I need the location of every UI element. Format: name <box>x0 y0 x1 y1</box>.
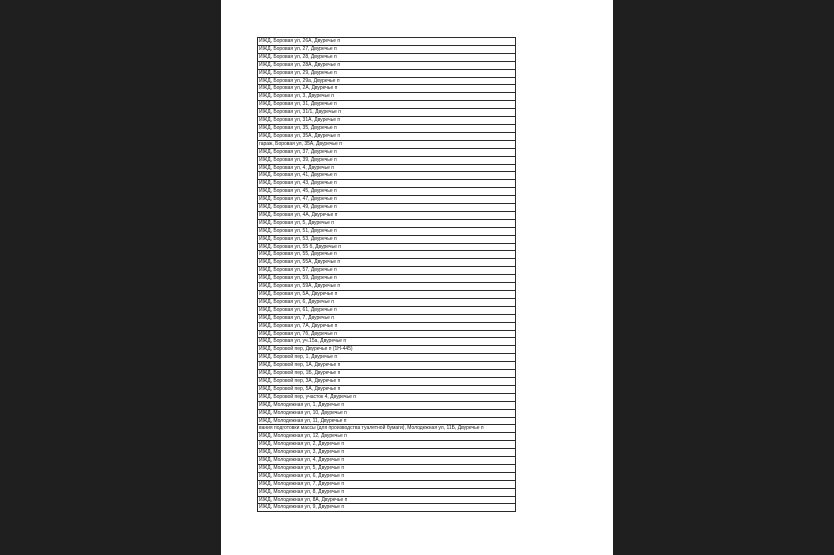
address-cell: ИЖД, Молодежная ул, 12, Двуречье п <box>258 433 516 441</box>
table-row <box>258 441 516 449</box>
table-row <box>258 472 516 480</box>
table-row <box>258 370 516 378</box>
address-cell: ИЖД, Боровая ул, 41, Двуречье п <box>258 172 516 180</box>
table-row <box>258 346 516 354</box>
address-cell: ИЖД, Боровой пер, 1А, Двуречье п <box>258 362 516 370</box>
table-row <box>258 77 516 85</box>
table-row <box>258 385 516 393</box>
table-row <box>258 425 516 433</box>
table-row <box>258 401 516 409</box>
address-cell: ИЖД, Боровая ул, 53, Двуречье п <box>258 235 516 243</box>
address-cell: ИЖД, Боровой пер, 1Б, Двуречье п <box>258 370 516 378</box>
table-row <box>258 496 516 504</box>
address-cell: ИЖД, Боровая ул, 37, Двуречье п <box>258 148 516 156</box>
table-row <box>258 93 516 101</box>
table-row <box>258 417 516 425</box>
table-row <box>258 156 516 164</box>
table-row <box>258 45 516 53</box>
table-row <box>258 132 516 140</box>
address-cell: ИЖД, Боровая ул, 55 б, Двуречье п <box>258 243 516 251</box>
address-cell: ИЖД, Боровая ул, 43, Двуречье п <box>258 180 516 188</box>
address-cell: ИЖД, Боровая ул, 35А, Двуречье п <box>258 132 516 140</box>
address-cell: ИЖД, Боровая ул, 28А, Двуречье п <box>258 61 516 69</box>
table-row <box>258 211 516 219</box>
table-row <box>258 164 516 172</box>
document-page <box>221 0 613 555</box>
table-row <box>258 362 516 370</box>
table-row <box>258 251 516 259</box>
table-row <box>258 306 516 314</box>
table-row <box>258 283 516 291</box>
address-cell: ИЖД, Боровая ул, 55, Двуречье п <box>258 251 516 259</box>
table-row <box>258 148 516 156</box>
table-row <box>258 101 516 109</box>
address-cell: ИЖД, Боровая ул, 39, Двуречье п <box>258 156 516 164</box>
table-row <box>258 69 516 77</box>
table-row <box>258 338 516 346</box>
address-cell: ИЖД, Боровой пер, 5А, Двуречье п <box>258 385 516 393</box>
table-row <box>258 298 516 306</box>
table-row <box>258 433 516 441</box>
table-row <box>258 464 516 472</box>
table-row <box>258 188 516 196</box>
address-cell: ИЖД, Боровая ул, 5, Двуречье п <box>258 219 516 227</box>
address-cell: ИЖД, Боровая ул, 35, Двуречье п <box>258 124 516 132</box>
table-row <box>258 172 516 180</box>
table-row <box>258 275 516 283</box>
address-cell: ИЖД, Молодежная ул, 10, Двуречье п <box>258 409 516 417</box>
address-cell: ИЖД, Молодежная ул, 5, Двуречье п <box>258 464 516 472</box>
table-row <box>258 227 516 235</box>
address-cell: ИЖД, Боровая ул, 28, Двуречье п <box>258 53 516 61</box>
table-row <box>258 243 516 251</box>
address-cell: ИЖД, Боровая ул, 4А, Двуречье п <box>258 211 516 219</box>
table-row <box>258 377 516 385</box>
address-cell: ИЖД, Боровая ул, 59А, Двуречье п <box>258 283 516 291</box>
address-cell: ИЖД, Боровая ул, 51, Двуречье п <box>258 227 516 235</box>
address-cell: гараж, Боровая ул, 35А, Двуречье п <box>258 140 516 148</box>
address-cell: ИЖД, Боровой пер, Двуречье п (1Н-445) <box>258 346 516 354</box>
address-cell: ИЖД, Боровая ул, 5А, Двуречье п <box>258 291 516 299</box>
address-cell: ИЖД, Молодежная ул, 4, Двуречье п <box>258 457 516 465</box>
address-cell: ИЖД, Боровой пер, участок 4, Двуречье п <box>258 393 516 401</box>
address-cell: ИЖД, Боровая ул, 4, Двуречье п <box>258 164 516 172</box>
table-row <box>258 354 516 362</box>
table-row <box>258 53 516 61</box>
address-cell: ИЖД, Боровая ул, 31/1, Двуречье п <box>258 109 516 117</box>
table-row <box>258 235 516 243</box>
table-row <box>258 267 516 275</box>
table-row <box>258 504 516 512</box>
address-cell: ИЖД, Боровая ул, 7б, Двуречье п <box>258 330 516 338</box>
address-cell: ИЖД, Боровая ул, 29а, Двуречье п <box>258 77 516 85</box>
table-row <box>258 61 516 69</box>
address-cell: ИЖД, Боровая ул, 45, Двуречье п <box>258 188 516 196</box>
table-row <box>258 409 516 417</box>
address-table-body <box>258 38 516 512</box>
address-cell: ИЖД, Молодежная ул, 11, Двуречье п <box>258 417 516 425</box>
table-row <box>258 219 516 227</box>
table-row <box>258 488 516 496</box>
address-cell: ИЖД, Боровая ул, 6, Двуречье п <box>258 298 516 306</box>
table-row <box>258 330 516 338</box>
address-cell: ИЖД, Молодежная ул, 8, Двуречье п <box>258 488 516 496</box>
address-cell: ИЖД, Молодежная ул, 6, Двуречье п <box>258 472 516 480</box>
table-row <box>258 291 516 299</box>
address-cell: ИЖД, Боровой пер, 1, Двуречье п <box>258 354 516 362</box>
table-row <box>258 180 516 188</box>
address-cell: ИЖД, Боровая ул, 31, Двуречье п <box>258 101 516 109</box>
table-row <box>258 480 516 488</box>
table-row <box>258 314 516 322</box>
table-row <box>258 259 516 267</box>
table-row <box>258 124 516 132</box>
address-cell: ИЖД, Боровая ул, уч.15а, Двуречье п <box>258 338 516 346</box>
table-row <box>258 322 516 330</box>
table-row <box>258 85 516 93</box>
address-cell: ИЖД, Молодежная ул, 7, Двуречье п <box>258 480 516 488</box>
table-row <box>258 449 516 457</box>
address-cell: ИЖД, Боровая ул, 7, Двуречье п <box>258 314 516 322</box>
address-table <box>257 37 516 512</box>
address-cell: ИЖД, Боровая ул, 57, Двуречье п <box>258 267 516 275</box>
address-cell: ИЖД, Молодежная ул, 3, Двуречье п <box>258 449 516 457</box>
address-cell: ИЖД, Боровая ул, 26А, Двуречье п <box>258 38 516 46</box>
address-cell: ИЖД, Боровая ул, 61, Двуречье п <box>258 306 516 314</box>
address-cell: ИЖД, Молодежная ул, 1, Двуречье п <box>258 401 516 409</box>
address-cell: ИЖД, Молодежная ул, 8А, Двуречье п <box>258 496 516 504</box>
table-row <box>258 109 516 117</box>
table-row <box>258 204 516 212</box>
address-cell: ИЖД, Боровая ул, 3, Двуречье п <box>258 93 516 101</box>
table-row <box>258 140 516 148</box>
table-row <box>258 117 516 125</box>
address-cell: ИЖД, Боровая ул, 47, Двуречье п <box>258 196 516 204</box>
table-row <box>258 393 516 401</box>
table-row <box>258 457 516 465</box>
address-cell: ИЖД, Боровая ул, 31А, Двуречье п <box>258 117 516 125</box>
address-cell: ИЖД, Боровая ул, 7А, Двуречье п <box>258 322 516 330</box>
address-cell: ИЖД, Молодежная ул, 9, Двуречье п <box>258 504 516 512</box>
address-cell: ИЖД, Боровая ул, 27, Двуречье п <box>258 45 516 53</box>
table-row <box>258 196 516 204</box>
address-cell: ИЖД, Боровая ул, 29, Двуречье п <box>258 69 516 77</box>
address-cell: ИЖД, Боровой пер, 3А, Двуречье п <box>258 377 516 385</box>
address-cell: вания подготовки массы (для производства туалетной бумаги), Молодежная ул, 11Б, Двуречье п <box>258 425 516 433</box>
address-cell: ИЖД, Боровая ул, 59, Двуречье п <box>258 275 516 283</box>
table-row <box>258 38 516 46</box>
address-cell: ИЖД, Боровая ул, 2А, Двуречье п <box>258 85 516 93</box>
address-cell: ИЖД, Молодежная ул, 2, Двуречье п <box>258 441 516 449</box>
address-cell: ИЖД, Боровая ул, 55А, Двуречье п <box>258 259 516 267</box>
address-cell: ИЖД, Боровая ул, 49, Двуречье п <box>258 204 516 212</box>
